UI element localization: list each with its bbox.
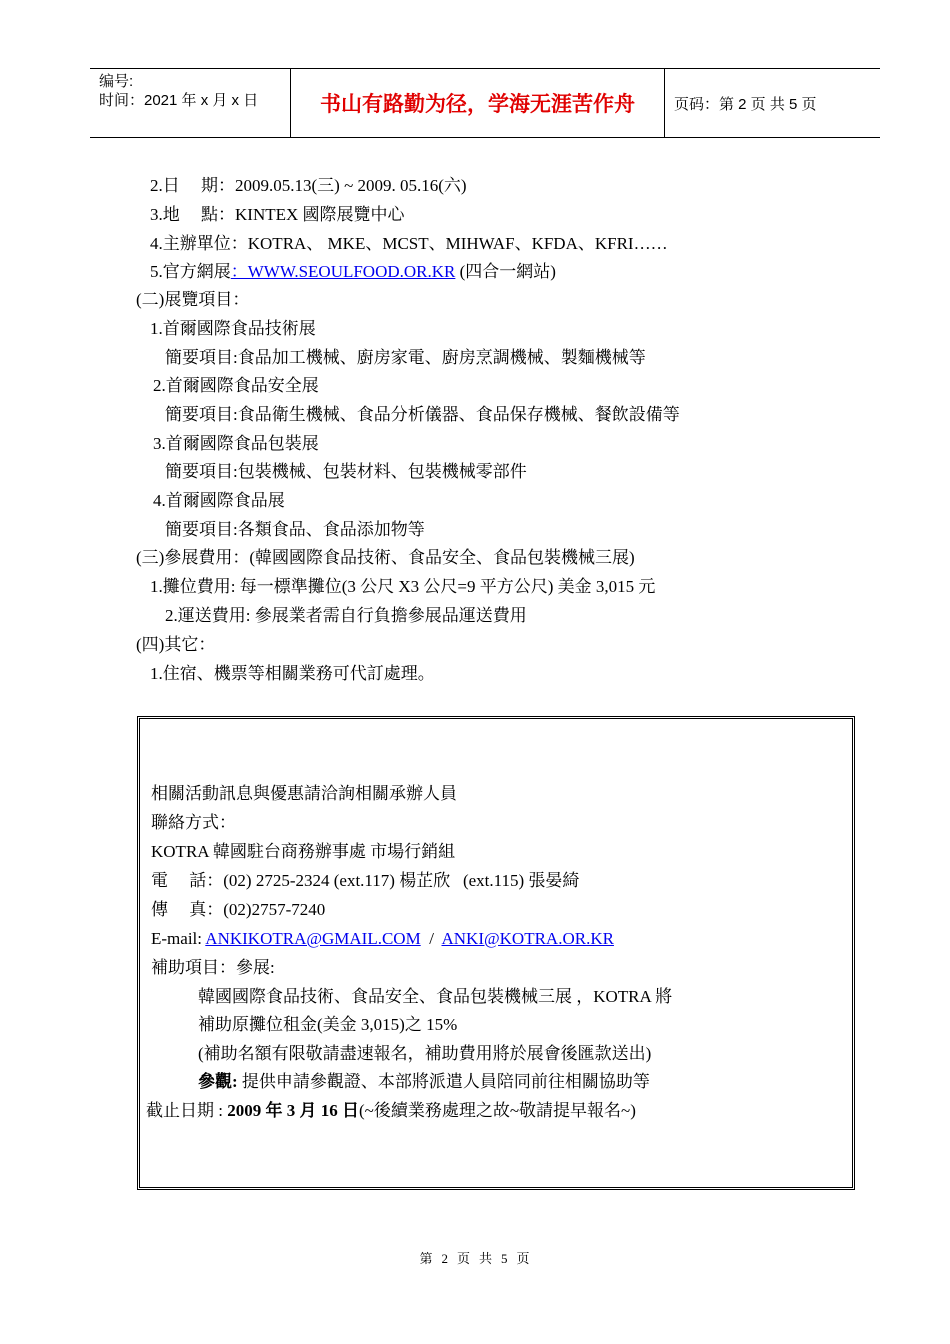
contact-email-line xyxy=(151,928,614,950)
subsidy-line: 韓國國際食品技術、食品安全、食品包裝機械三展 ，KOTRA 將 xyxy=(198,987,673,1006)
email-link-primary[interactable]: ANKIKOTRA@GMAIL.COM xyxy=(205,929,421,948)
venue-line: 3.地 點：KINTEX 國際展覽中心 xyxy=(150,205,405,224)
visit-line xyxy=(198,1071,650,1093)
email-link-secondary[interactable]: ANKI@KOTRA.OR.KR xyxy=(441,929,614,948)
deadline-label: 截止日期 : xyxy=(146,1101,228,1120)
footer-page-prefix: 第 xyxy=(419,1251,434,1266)
visit-label: 參觀: xyxy=(198,1072,238,1091)
time-label: 时间：2021 年 x 月 x 日 xyxy=(99,92,259,109)
footer-page-number: 2 xyxy=(441,1251,449,1266)
date-line: 2.日 期：2009.05.13(三) ~ 2009. 05.16(六) xyxy=(150,176,467,195)
section-fees-title: (三)參展費用：(韓國國際食品技術、食品安全、食品包裝機械三展) xyxy=(136,548,635,567)
contact-label: 聯絡方式： xyxy=(151,813,236,832)
exhibit-detail: 簡要項目:各類食品、食品添加物等 xyxy=(165,520,425,539)
exhibit-title: 1.首爾國際食品技術展 xyxy=(150,319,316,338)
page-header xyxy=(90,68,880,138)
visit-text: 提供申請參觀證、本部將派遣人員陪同前往相關協助等 xyxy=(237,1072,650,1091)
website-link[interactable]: ：WWW.SEOULFOOD.OR.KR xyxy=(230,262,456,281)
deadline-date: 2009 年 3 月 16 日 xyxy=(227,1101,359,1120)
header-page-info: 页码：第 2 页 共 5 页 xyxy=(674,95,817,113)
website-line xyxy=(150,261,556,283)
other-item: 1.住宿、機票等相關業務可代訂處理。 xyxy=(150,664,435,683)
contact-org: KOTRA 韓國駐台商務辦事處 市場行銷組 xyxy=(151,842,456,861)
website-prefix: 5.官方網展 xyxy=(150,262,231,281)
fee-shipping: 2.運送費用: 參展業者需自行負擔參展品運送費用 xyxy=(165,606,527,625)
footer-page-mid: 页 xyxy=(456,1251,471,1266)
exhibit-title: 3.首爾國際食品包裝展 xyxy=(153,434,319,453)
exhibit-title: 4.首爾國際食品展 xyxy=(153,491,285,510)
subsidy-label: 補助項目：參展: xyxy=(151,958,275,977)
website-suffix: (四合一網站) xyxy=(455,262,556,281)
deadline-note: (~後續業務處理之故~敬請提早報名~) xyxy=(358,1101,636,1120)
footer-total-pages: 5 xyxy=(501,1251,509,1266)
subsidy-line: 補助原攤位租金(美金 3,015)之 15% xyxy=(198,1015,458,1034)
contact-intro: 相關活動訊息與優惠請洽詢相關承辦人員 xyxy=(151,784,457,803)
exhibit-title: 2.首爾國際食品安全展 xyxy=(153,376,319,395)
header-meta xyxy=(90,69,288,137)
exhibit-detail: 簡要項目:食品衛生機械、食品分析儀器、食品保存機械、餐飲設備等 xyxy=(165,405,680,424)
contact-phone: 電 話：(02) 2725-2324 (ext.117) 楊芷欣 (ext.115) 張晏綺 xyxy=(151,871,580,890)
subsidy-line: (補助名額有限敬請盡速報名，補助費用將於展會後匯款送出) xyxy=(198,1044,652,1063)
email-label: E-mail: xyxy=(151,929,206,948)
section-other-title: (四)其它： xyxy=(136,635,216,654)
exhibit-detail: 簡要項目:包裝機械、包裝材料、包裝機械零部件 xyxy=(165,462,527,481)
section-exhibits-title: (二)展覽項目： xyxy=(136,290,250,309)
page-footer xyxy=(0,1248,950,1267)
footer-total-prefix: 共 xyxy=(479,1251,494,1266)
header-motto: 书山有路勤为径，学海无涯苦作舟 xyxy=(290,69,665,137)
exhibit-detail: 簡要項目:食品加工機械、廚房家電、廚房烹調機械、製麵機械等 xyxy=(165,348,646,367)
contact-fax: 傳 真：(02)2757-7240 xyxy=(151,900,326,919)
footer-total-suffix: 页 xyxy=(516,1251,531,1266)
number-label: 编号: xyxy=(99,73,134,90)
organizer-line: 4.主辦單位：KOTRA、 MKE、MCST、MIHWAF、KFDA、KFRI…… xyxy=(150,234,668,253)
fee-booth: 1.攤位費用: 每一標準攤位(3 公尺 X3 公尺=9 平方公尺) 美金 3,015 元 xyxy=(150,577,656,596)
deadline-line xyxy=(146,1100,636,1122)
email-separator: / xyxy=(420,929,442,948)
